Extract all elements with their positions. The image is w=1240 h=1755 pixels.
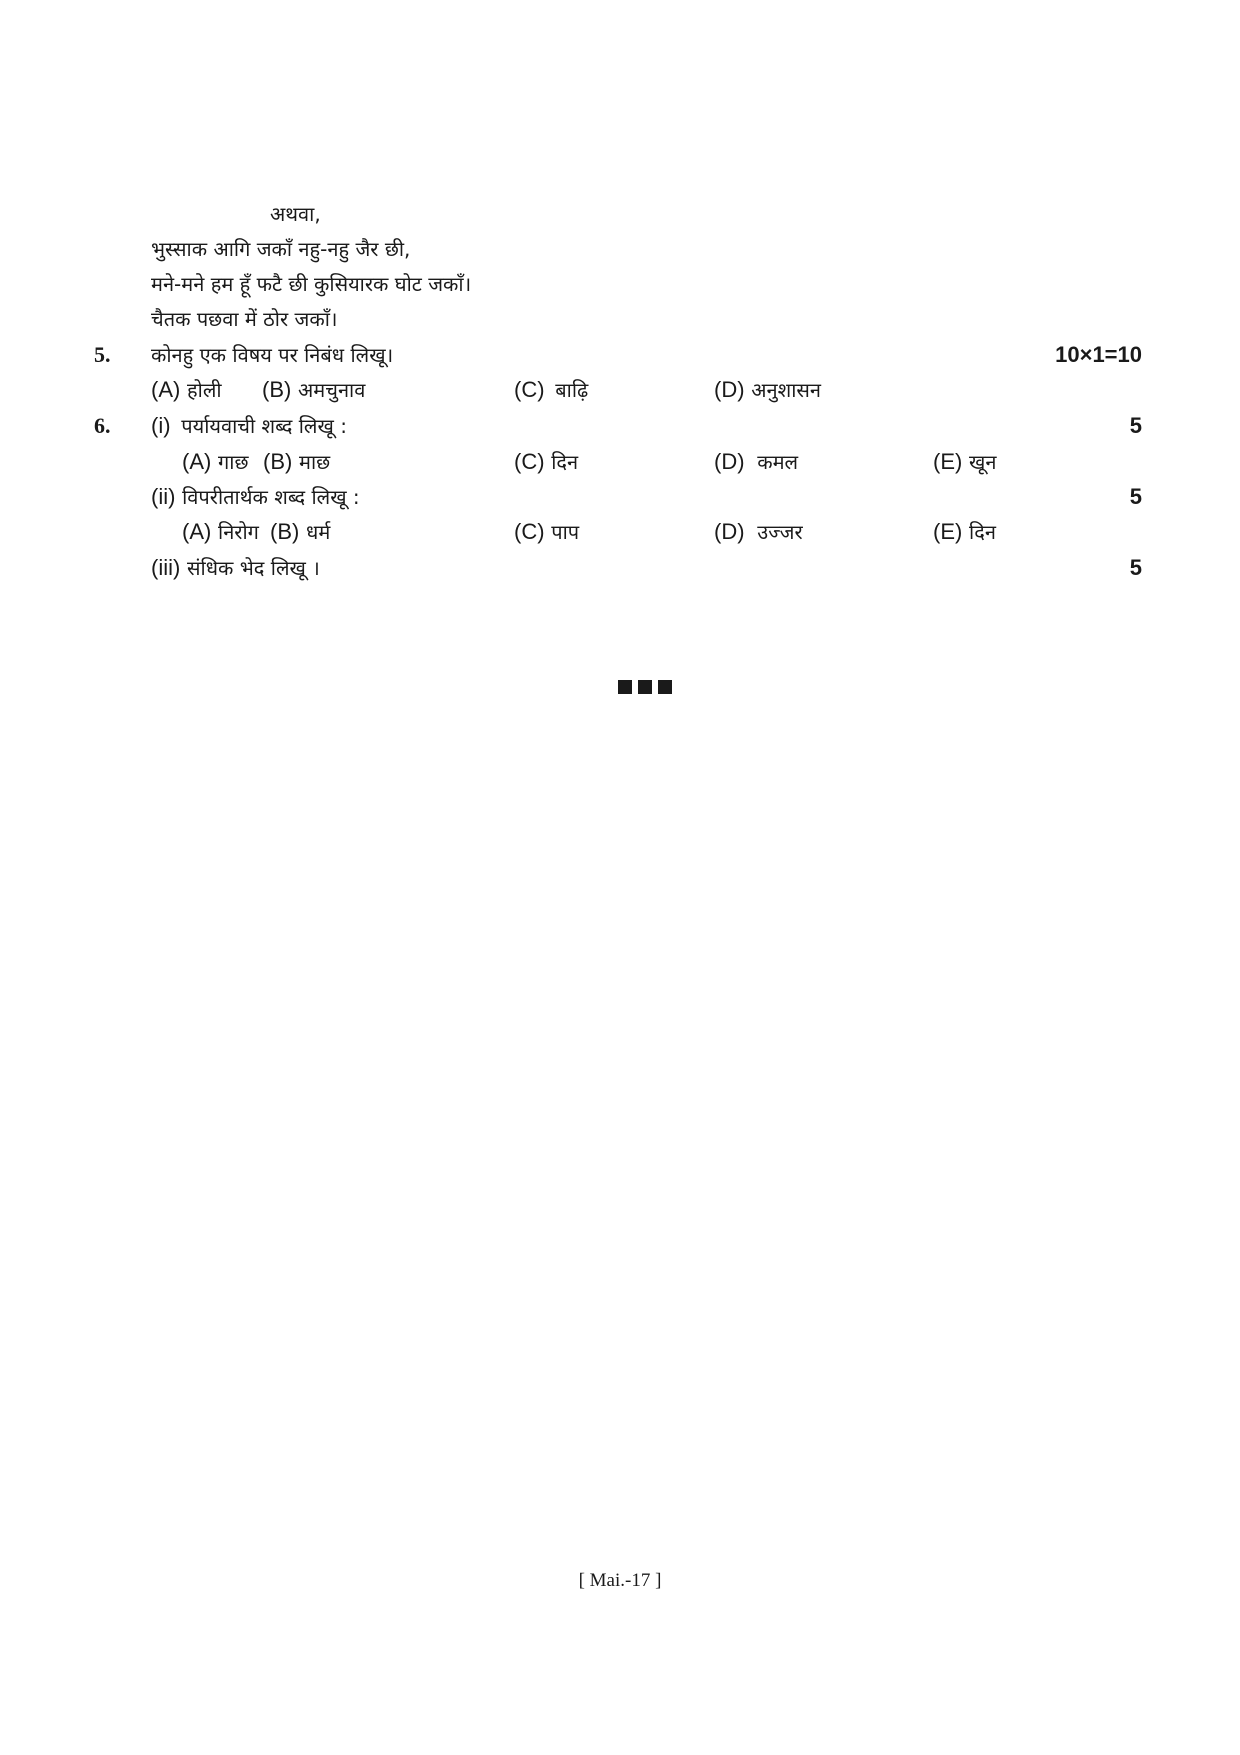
option-text: निरोग bbox=[218, 520, 259, 544]
poem-line-2: मने-मने हम हूँ फटै छी कुसियारक घोट जकाँ। bbox=[151, 272, 472, 296]
part-label: (iii) bbox=[151, 555, 181, 580]
q6-part-2-option-b bbox=[270, 518, 330, 546]
q6-part-2-heading bbox=[151, 483, 360, 511]
q6-part-1-option-e bbox=[933, 448, 996, 476]
q6-part-1-option-b bbox=[263, 448, 330, 476]
q6-part-1-option-c bbox=[514, 448, 578, 476]
option-label: (A) bbox=[182, 449, 212, 474]
option-label: (B) bbox=[263, 449, 293, 474]
option-text: पाप bbox=[551, 520, 580, 544]
question-5-marks: 10×1=10 bbox=[1055, 342, 1142, 367]
option-text: खून bbox=[969, 450, 997, 474]
option-text: अनुशासन bbox=[751, 378, 822, 402]
q5-option-c bbox=[514, 376, 588, 404]
end-square-icon bbox=[638, 680, 652, 694]
option-label: (A) bbox=[151, 377, 181, 402]
part-label: (ii) bbox=[151, 484, 176, 509]
part-label: (i) bbox=[151, 413, 171, 438]
q6-part-2-option-a bbox=[182, 518, 259, 546]
option-text: धर्म bbox=[306, 520, 331, 544]
q6-part-2-marks: 5 bbox=[1129, 484, 1142, 509]
option-label: (D) bbox=[714, 519, 745, 544]
option-text: कमल bbox=[757, 450, 799, 474]
option-label: (C) bbox=[514, 449, 545, 474]
q5-option-d bbox=[714, 376, 821, 404]
option-label: (B) bbox=[262, 377, 292, 402]
end-square-icon bbox=[658, 680, 672, 694]
poem-line-3: चैतक पछवा में ठोर जकाँ। bbox=[151, 307, 338, 331]
q6-part-1-marks: 5 bbox=[1129, 413, 1142, 438]
question-5-number: 5. bbox=[94, 342, 111, 367]
option-text: अमचुनाव bbox=[298, 378, 366, 402]
end-square-icon bbox=[618, 680, 632, 694]
end-of-paper-marker bbox=[618, 680, 672, 694]
option-text: माछ bbox=[299, 450, 331, 474]
option-text: होली bbox=[187, 378, 222, 402]
question-6-number: 6. bbox=[94, 413, 111, 438]
q6-part-1-heading bbox=[151, 412, 347, 440]
q6-part-3-heading bbox=[151, 554, 320, 582]
option-text: बाढ़ि bbox=[555, 378, 589, 402]
poem-line-1: भुस्साक आगि जकाँ नहु-नहु जैर छी, bbox=[151, 237, 411, 261]
option-label: (B) bbox=[270, 519, 300, 544]
option-label: (E) bbox=[933, 519, 963, 544]
option-text: दिन bbox=[969, 520, 996, 544]
poem-athva: अथवा, bbox=[270, 202, 321, 226]
page-footer-code: [ Mai.-17 ] bbox=[578, 1570, 662, 1591]
option-text: उज्जर bbox=[757, 520, 803, 544]
q5-option-a bbox=[151, 376, 222, 404]
q6-part-2-option-c bbox=[514, 518, 579, 546]
option-label: (D) bbox=[714, 449, 745, 474]
q6-part-1-option-a bbox=[182, 448, 248, 476]
q5-option-b bbox=[262, 376, 365, 404]
option-label: (A) bbox=[182, 519, 212, 544]
part-text: विपरीतार्थक शब्द लिखू : bbox=[182, 485, 360, 509]
q6-part-1-option-d bbox=[714, 448, 798, 476]
option-text: दिन bbox=[551, 450, 579, 474]
option-label: (D) bbox=[714, 377, 745, 402]
question-5-text: कोनहु एक विषय पर निबंध लिखू। bbox=[151, 343, 394, 367]
part-text: संधिक भेद लिखू । bbox=[187, 556, 320, 580]
option-text: गाछ bbox=[218, 450, 249, 474]
q6-part-2-option-d bbox=[714, 518, 803, 546]
part-text: पर्यायवाची शब्द लिखू : bbox=[181, 414, 347, 438]
option-label: (E) bbox=[933, 449, 963, 474]
q6-part-2-option-e bbox=[933, 518, 996, 546]
q6-part-3-marks: 5 bbox=[1129, 555, 1142, 580]
option-label: (C) bbox=[514, 377, 545, 402]
option-label: (C) bbox=[514, 519, 545, 544]
